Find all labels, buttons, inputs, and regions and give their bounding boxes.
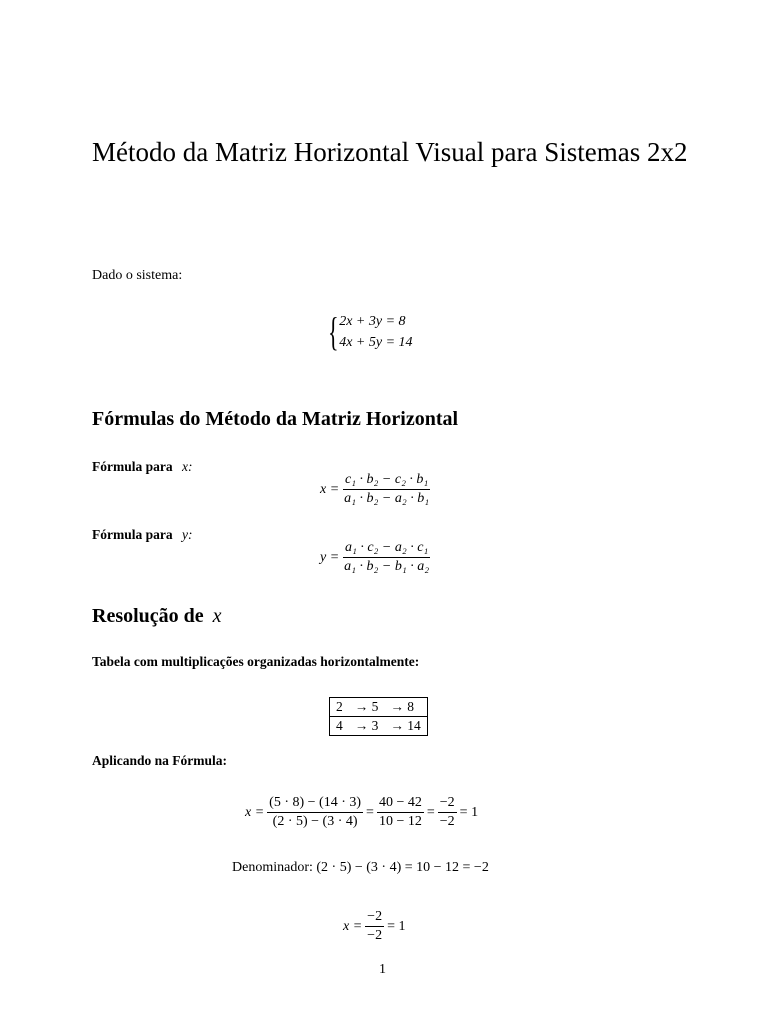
final-result: [343, 909, 405, 944]
equation-system: [328, 311, 413, 353]
application-result: = 1: [459, 804, 479, 820]
denominator-line: Denominador: (2 · 5) − (3 · 4) = 10 − 12 = −2: [232, 860, 489, 875]
left-brace: {: [328, 309, 339, 354]
multiplication-table-grid: [330, 698, 427, 735]
formula-y: [320, 540, 434, 575]
application-fraction-2-numerator: 40 − 42: [377, 795, 424, 813]
final-result-value: = 1: [387, 918, 406, 934]
page-number: 1: [379, 962, 386, 977]
application-fraction-3: [438, 795, 457, 830]
application-equals-2: =: [426, 804, 435, 820]
application-fraction-3-numerator: −2: [438, 795, 457, 813]
table-cell: → 5: [349, 698, 385, 717]
final-fraction-denominator: −2: [367, 928, 383, 943]
final-fraction-numerator: −2: [365, 909, 384, 927]
formula-y-numerator: a₁ · c₂ − a₂ · c₁: [343, 540, 430, 558]
table-cell: 2: [330, 698, 349, 717]
application-fraction-2: [377, 795, 424, 830]
application-fraction-1-denominator: (2 · 5) − (3 · 4): [272, 814, 358, 829]
application-fraction-1: [267, 795, 363, 830]
applying-label: Aplicando na Fórmula:: [92, 753, 228, 768]
formula-x-fraction: [342, 472, 431, 507]
formula-y-lhs: y =: [320, 549, 340, 565]
table-row: [330, 698, 427, 717]
system-equation-2: 4x + 5y = 14: [339, 335, 413, 350]
application-equals-1: =: [366, 804, 374, 820]
application-fraction-1-numerator: (5 · 8) − (14 · 3): [267, 795, 363, 813]
final-fraction: [365, 909, 384, 944]
formula-y-fraction: [342, 540, 431, 575]
application-fraction-3-denominator: −2: [439, 814, 455, 829]
table-cell: 4: [336, 718, 343, 733]
formula-x-denominator: a₁ · b₂ − a₂ · b₁: [344, 491, 430, 506]
table-cell: → 3: [354, 718, 379, 733]
application-lhs: x =: [245, 804, 265, 820]
intro-text: Dado o sistema:: [92, 268, 183, 283]
formula-x-label-text: Fórmula para: [92, 459, 173, 474]
application-fraction-2-denominator: 10 − 12: [378, 814, 422, 829]
table-row: [330, 717, 427, 736]
section-heading-formulas: Fórmulas do Método da Matriz Horizontal: [92, 408, 459, 430]
section-heading-resolution: [92, 605, 222, 628]
table-cell: → 8: [384, 698, 426, 717]
final-lhs: x =: [343, 918, 363, 934]
formula-y-var: y:: [182, 527, 193, 542]
table-cell: → 14: [390, 718, 421, 733]
formula-x-lhs: x =: [320, 481, 340, 497]
formula-y-label-text: Fórmula para: [92, 527, 173, 542]
formula-y-denominator: a₁ · b₂ − b₁ · a₂: [344, 559, 430, 574]
formula-x-var: x:: [182, 459, 193, 474]
formula-x-label: [92, 459, 193, 475]
system-equations: [339, 311, 412, 353]
system-equation-1: 2x + 3y = 8: [339, 314, 406, 329]
formula-x-numerator: c₁ · b₂ − c₂ · b₁: [343, 472, 430, 490]
resolution-heading-var: x: [212, 605, 222, 627]
multiplication-table: [329, 697, 428, 736]
formula-x: [320, 472, 434, 507]
page-title: Método da Matriz Horizontal Visual para Sistemas 2x2: [92, 137, 688, 167]
table-caption: Tabela com multiplicações organizadas horizontalmente:: [92, 654, 420, 669]
formula-y-label: [92, 527, 193, 543]
formula-application: [245, 795, 478, 830]
resolution-heading-text: Resolução de: [92, 605, 204, 627]
